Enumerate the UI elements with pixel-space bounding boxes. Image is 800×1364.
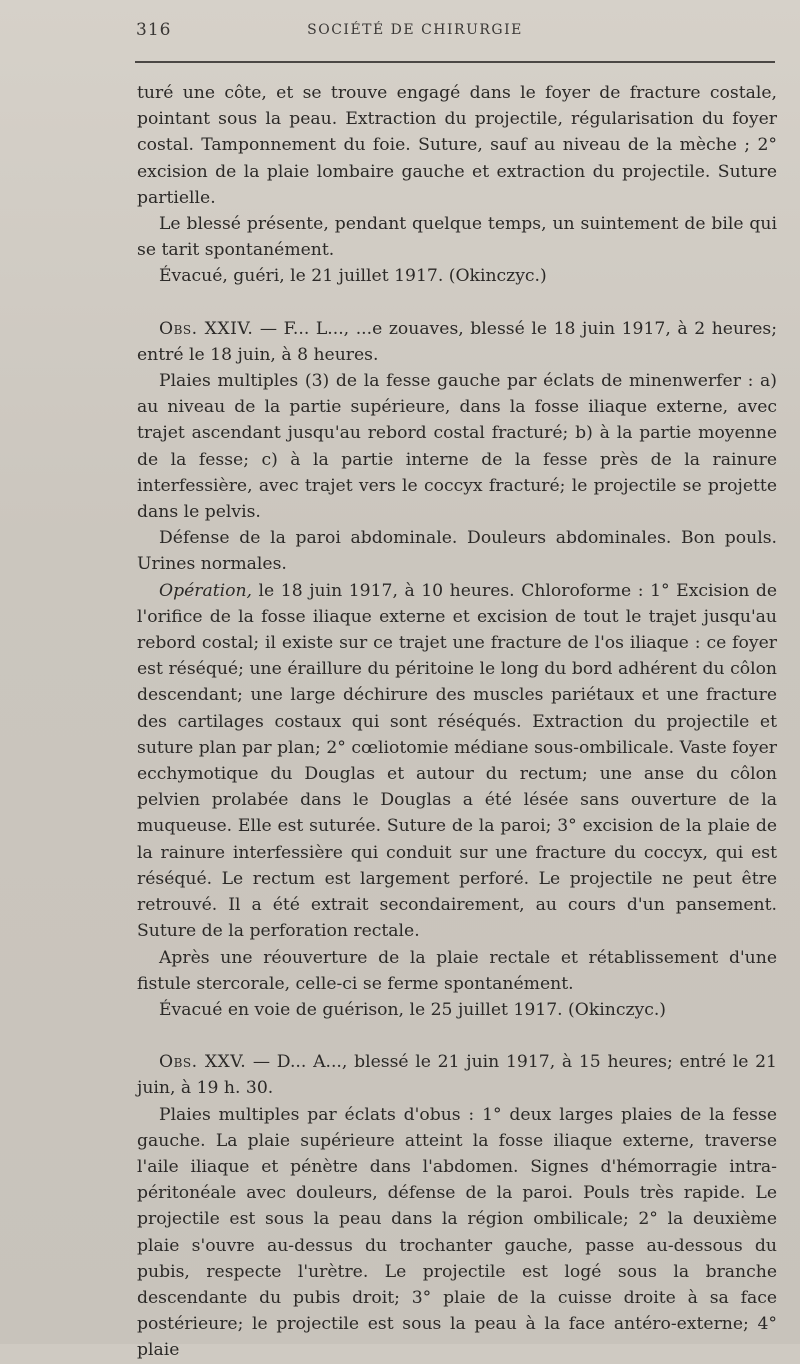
obs-24-heading (137, 316, 777, 368)
paragraph-bile: Le blessé présente, pendant quelque temps, un suintement de bile qui se tarit spontanément. (137, 214, 777, 261)
obs-24-label: Obs. XXIV. (159, 318, 254, 339)
obs-24-intro: — F... L..., ...e zouaves, blessé le 18 juin 1917, à 2 heures; entré le 18 juin, à 8 heures. (137, 318, 778, 365)
paragraph-operation-24 (137, 578, 777, 945)
operation-label: Opération, (159, 580, 253, 601)
obs-25-heading (137, 1049, 777, 1101)
header-rule (135, 61, 775, 63)
paragraph-continuation: turé une côte, et se trouve engagé dans le foyer de fracture costale, pointant sous la peau. Extraction du projectile, régularisation du foyer costal. Tamponnement du foie. Suture, sauf au niveau de la mèche ; 2° excision de la plaie lombaire gauche et extraction du projectile. Suture partielle. (137, 83, 777, 208)
section-gap (137, 290, 777, 316)
paragraph-wounds-25: Plaies multiples par éclats d'obus : 1° deux larges plaies de la fesse gauche. La plaie supérieure atteint la fosse iliaque externe, traverse l'aile iliaque et pénètre dans l'abdomen. Signes d'hémorragie intra-péritonéale avec douleurs, défense de la paroi. Pouls très rapide. Le projectile est sous la peau dans la région ombilicale; 2° la deuxième plaie s'ouvre au-dessus du trochanter gauche, passe au-dessous du pubis, respecte l'urètre. Le projectile est logé sous la branche descendante du pubis droit; 3° plaie de la cuisse droite à sa face postérieure; le projectile est sous la peau à la face antéro-externe; 4° plaie (137, 1104, 777, 1361)
paragraph-evacuated-1: Évacué, guéri, le 21 juillet 1917. (Okinczyc.) (159, 266, 547, 287)
paragraph-wounds-24: Plaies multiples (3) de la fesse gauche par éclats de minenwerfer : a) au niveau de la partie supérieure, dans la fosse iliaque externe, avec trajet ascendant jusqu'au rebord costal fracturé; b) à la partie moyenne de la fesse; c) à la partie interne de la fesse près de la rainure interfessière, avec trajet vers le coccyx fracturé; le projectile se projette dans le pelvis. (137, 371, 777, 523)
obs-25-label: Obs. XXV. (159, 1052, 247, 1073)
paragraph-fistula: Après une réouverture de la plaie rectale et rétablissement d'une fistule stercorale, celle-ci se ferme spontanément. (137, 947, 777, 994)
body-text (137, 80, 777, 1364)
page-header (0, 20, 800, 48)
operation-text: le 18 juin 1917, à 10 heures. Chloroforme : 1° Excision de l'orifice de la fosse iliaque externe et excision de tout le trajet jusqu'au rebord costal; il existe sur ce trajet une fracture de l'os iliaque : ce foyer est réséqué; une éraillure du péritoine le long du bord adhérent du côlon descendant; une large déchirure des muscles pariétaux et une fracture des cartilages costaux qui sont réséqués. Extraction du projectile et suture plan par plan; 2° cœliotomie médiane sous-ombilicale. Vaste foyer ecchymotique du Douglas et autour du rectum; une anse du côlon pelvien prolabée dans le Douglas a été lésée sans ouverture de la muqueuse. Elle est suturée. Suture de la paroi; 3° excision de la plaie de la rainure interfessière qui conduit sur une fracture du coccyx, qui est réséqué. Le rectum est largement perforé. Le projectile ne peut être retrouvé. Il a été extrait secondairement, au cours d'un pansement. Suture de la perforation rectale. (137, 580, 777, 942)
section-gap (137, 1023, 777, 1049)
running-head: SOCIÉTÉ DE CHIRURGIE (307, 22, 523, 38)
paragraph-evacuated-2: Évacué en voie de guérison, le 25 juillet 1917. (Okinczyc.) (159, 999, 667, 1020)
page-number: 316 (136, 20, 172, 40)
obs-25-intro: — D... A..., blessé le 21 juin 1917, à 15 heures; entré le 21 juin, à 19 h. 30. (137, 1052, 777, 1099)
paragraph-defense-24: Défense de la paroi abdominale. Douleurs abdominales. Bon pouls. Urines normales. (137, 528, 777, 575)
